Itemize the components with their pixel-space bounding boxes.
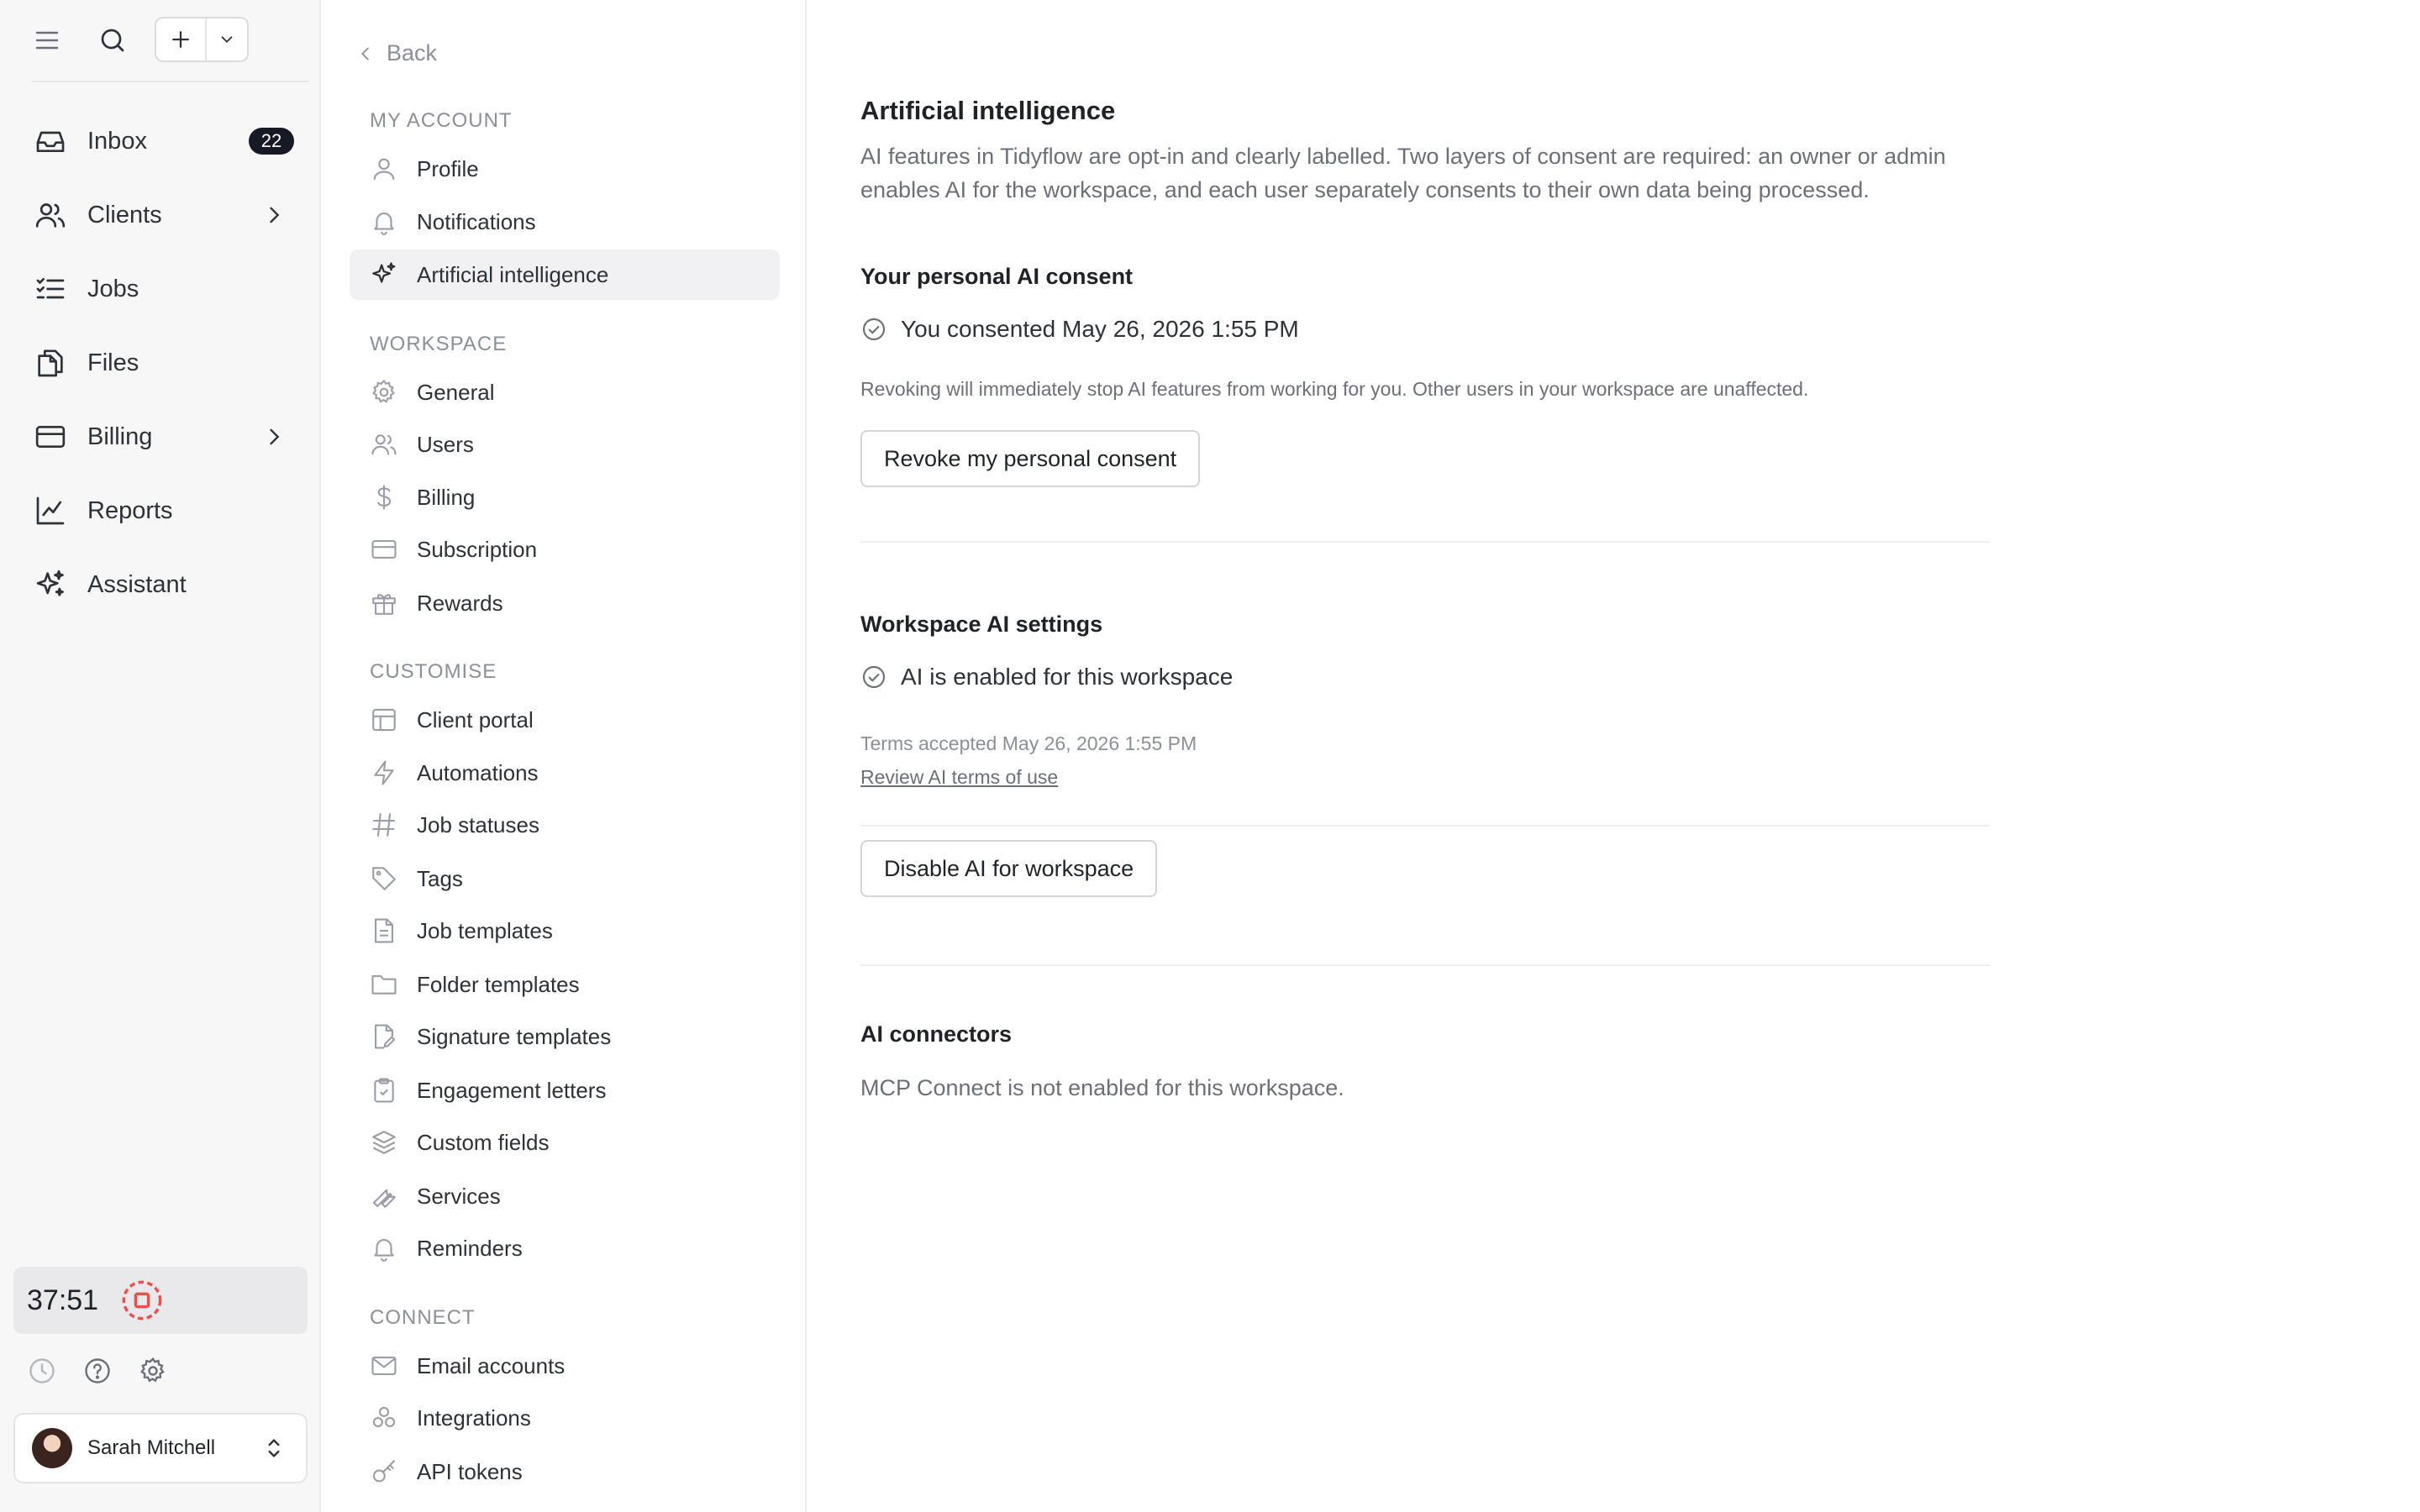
mail-icon: [370, 1352, 398, 1380]
layout-icon: [370, 706, 398, 734]
settings-item-label: Users: [417, 431, 474, 457]
hash-icon: [370, 811, 398, 839]
sidebar-item-label: Billing: [87, 423, 153, 450]
personal-consent-title: Your personal AI consent: [860, 264, 1134, 289]
settings-item-users[interactable]: [350, 419, 780, 470]
bell-icon: [370, 207, 398, 236]
sidebar-item-files[interactable]: [0, 326, 321, 400]
layers-icon: [370, 1128, 398, 1157]
settings-item-label: Signature templates: [417, 1023, 612, 1049]
settings-item-label: Folder templates: [417, 971, 580, 997]
sidebar-item-label: Clients: [87, 201, 162, 228]
clipboard-check-icon: [370, 1076, 398, 1105]
settings-item-rewards[interactable]: [350, 578, 780, 628]
settings-item-engagement-letters[interactable]: [350, 1065, 780, 1116]
create-button-group: [155, 17, 249, 62]
sidebar-item-label: Files: [87, 349, 139, 376]
section-connect: CONNECT: [370, 1306, 476, 1329]
ai-connectors-text: MCP Connect is not enabled for this workspace.: [860, 1075, 1344, 1100]
settings-item-job-statuses[interactable]: [350, 800, 780, 850]
settings-item-notifications[interactable]: [350, 197, 780, 247]
list-checks-icon: [34, 272, 67, 306]
section-my-account: MY ACCOUNT: [370, 109, 513, 132]
user-icon: [370, 155, 398, 183]
settings-item-client-portal[interactable]: [350, 695, 780, 745]
gear-icon: [370, 378, 398, 407]
section-divider: [860, 964, 1990, 966]
settings-item-label: General: [417, 379, 495, 405]
settings-item-profile[interactable]: [350, 144, 780, 194]
personal-consent-status-text: You consented May 26, 2026 1:55 PM: [901, 316, 1299, 342]
check-circle-icon: [860, 316, 887, 343]
help-icon[interactable]: [82, 1356, 113, 1386]
wrench-icon: [370, 1182, 398, 1210]
settings-item-custom-fields[interactable]: [350, 1117, 780, 1168]
sidebar-utility-icons: [27, 1356, 168, 1386]
settings-item-artificial-intelligence[interactable]: [350, 249, 780, 300]
back-label: Back: [387, 40, 438, 66]
settings-item-general[interactable]: [350, 367, 780, 417]
users-icon: [34, 198, 67, 232]
primary-sidebar: [0, 0, 321, 1512]
gift-icon: [370, 589, 398, 617]
settings-item-label: Services: [417, 1183, 501, 1209]
sidebar-toolbar: [0, 0, 321, 81]
settings-item-job-templates[interactable]: [350, 906, 780, 956]
files-icon: [34, 346, 67, 380]
chevron-down-icon[interactable]: [207, 18, 247, 60]
settings-item-label: Artificial intelligence: [417, 261, 609, 287]
time-tracker[interactable]: [13, 1267, 308, 1334]
credit-card-icon: [370, 535, 398, 564]
user-switcher[interactable]: [13, 1413, 308, 1483]
sidebar-item-assistant[interactable]: [0, 548, 321, 622]
user-name: Sarah Mitchell: [87, 1436, 216, 1459]
settings-item-label: Integrations: [417, 1404, 531, 1431]
integrations-icon: [370, 1404, 398, 1432]
sidebar-item-label: Reports: [87, 496, 173, 524]
settings-item-label: Subscription: [417, 536, 538, 562]
unread-count-badge: 22: [249, 128, 294, 155]
sparkles-icon: [370, 260, 398, 289]
ai-connectors-title: AI connectors: [860, 1021, 1013, 1047]
credit-card-icon: [34, 420, 67, 454]
terms-accepted-text: Terms accepted May 26, 2026 1:55 PM: [860, 732, 1197, 754]
settings-nav: [323, 0, 807, 1512]
history-icon[interactable]: [27, 1356, 57, 1386]
settings-item-label: Client portal: [417, 706, 534, 732]
settings-item-integrations[interactable]: [350, 1393, 780, 1443]
file-text-icon: [370, 916, 398, 945]
settings-item-label: Job templates: [417, 917, 553, 943]
settings-item-label: Custom fields: [417, 1129, 550, 1155]
workspace-ai-status-text: AI is enabled for this workspace: [901, 664, 1234, 690]
section-divider: [860, 825, 1990, 827]
sidebar-item-label: Assistant: [87, 570, 187, 598]
sidebar-item-label: Inbox: [87, 127, 147, 155]
settings-item-reminders[interactable]: [350, 1223, 780, 1273]
disable-ai-button[interactable]: Disable AI for workspace: [860, 840, 1157, 897]
tag-icon: [370, 864, 398, 893]
sidebar-item-reports[interactable]: [0, 474, 321, 548]
settings-item-email-accounts[interactable]: [350, 1341, 780, 1391]
settings-item-label: Tags: [417, 865, 463, 891]
review-terms-link[interactable]: Review AI terms of use: [860, 766, 1059, 788]
settings-item-label: Job statuses: [417, 811, 539, 837]
users-icon: [370, 430, 398, 459]
section-workspace: WORKSPACE: [370, 333, 508, 355]
chevron-up-down-icon: [260, 1435, 287, 1462]
bell-icon: [370, 1234, 398, 1263]
gear-icon[interactable]: [138, 1356, 168, 1386]
search-icon[interactable]: [97, 25, 128, 55]
settings-item-services[interactable]: [350, 1171, 780, 1221]
settings-item-label: Notifications: [417, 208, 536, 234]
settings-item-label: Automations: [417, 759, 539, 785]
revoke-note: Revoking will immediately stop AI features from working for you. Other users in your workspace are unaffected.: [860, 378, 1809, 400]
avatar: [32, 1428, 72, 1468]
line-chart-icon: [34, 494, 67, 528]
workspace-ai-title: Workspace AI settings: [860, 612, 1103, 637]
section-customise: CUSTOMISE: [370, 660, 497, 683]
dollar-icon: [370, 483, 398, 512]
key-icon: [370, 1457, 398, 1486]
check-circle-icon: [860, 664, 887, 690]
settings-item-folder-templates[interactable]: [350, 959, 780, 1010]
file-signature-icon: [370, 1022, 398, 1051]
settings-item-signature-templates[interactable]: [350, 1011, 780, 1062]
settings-item-label: Profile: [417, 155, 479, 181]
sparkles-icon: [34, 568, 67, 601]
settings-item-label: Email accounts: [417, 1352, 566, 1378]
sidebar-item-billing[interactable]: [0, 400, 321, 474]
chevron-right-icon[interactable]: [262, 203, 286, 227]
settings-item-automations[interactable]: [350, 748, 780, 798]
inbox-icon: [34, 124, 67, 158]
plus-icon[interactable]: [156, 18, 207, 60]
settings-item-label: API tokens: [417, 1458, 523, 1484]
settings-item-api-tokens[interactable]: [350, 1446, 780, 1497]
sidebar-item-clients[interactable]: [0, 178, 321, 252]
sidebar-item-inbox[interactable]: [0, 104, 321, 178]
menu-icon[interactable]: [32, 25, 62, 55]
settings-item-tags[interactable]: [350, 853, 780, 904]
timer-value: 37:51: [27, 1284, 99, 1316]
settings-item-label: Rewards: [417, 590, 503, 616]
page-title: Artificial intelligence: [860, 96, 1116, 125]
main-nav: [0, 104, 321, 622]
settings-item-billing[interactable]: [350, 472, 780, 522]
back-link[interactable]: [356, 40, 437, 66]
chevron-right-icon[interactable]: [262, 425, 286, 449]
lightning-icon: [370, 759, 398, 787]
revoke-consent-button[interactable]: Revoke my personal consent: [860, 430, 1200, 487]
workspace-ai-status: [860, 664, 1233, 690]
chevron-left-icon: [356, 45, 375, 63]
section-divider: [860, 541, 1990, 543]
settings-item-label: Engagement letters: [417, 1077, 607, 1103]
settings-item-label: Billing: [417, 484, 476, 510]
folder-icon: [370, 970, 398, 999]
sidebar-item-label: Jobs: [87, 275, 139, 302]
sidebar-divider: [32, 81, 309, 82]
stop-timer-icon[interactable]: [120, 1278, 164, 1322]
settings-item-label: Reminders: [417, 1235, 523, 1261]
personal-consent-status: [860, 316, 1299, 343]
settings-item-subscription[interactable]: [350, 524, 780, 575]
sidebar-item-jobs[interactable]: [0, 252, 321, 326]
page-description: AI features in Tidyflow are opt-in and clearly labelled. Two layers of consent are required: an owner or admin enables AI for the workspace, and each user separately consents to their own data being processed.: [860, 144, 1946, 202]
